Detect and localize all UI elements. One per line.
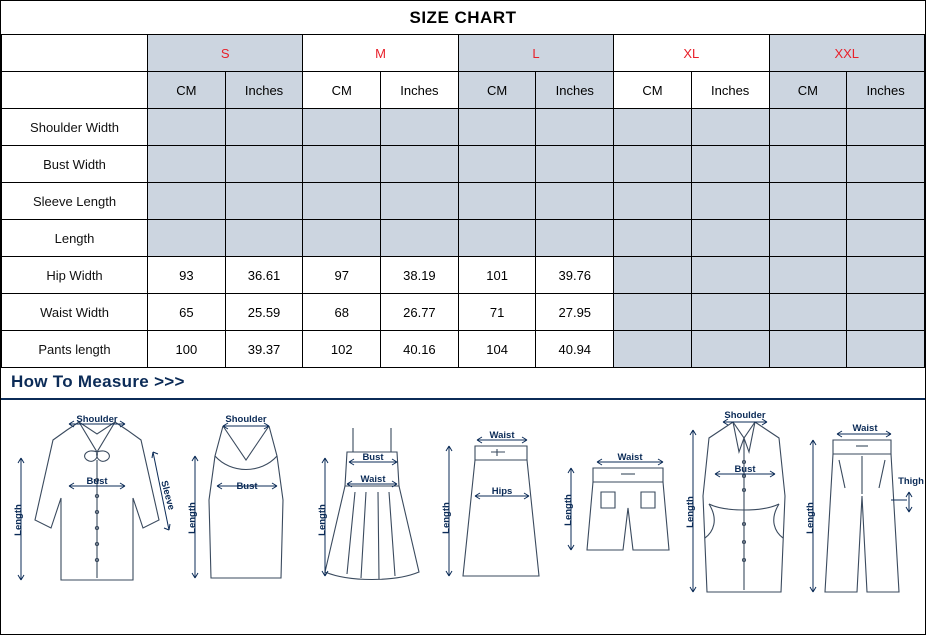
cell-l-in: [536, 220, 614, 257]
cell-s-in: [225, 183, 303, 220]
how-to-measure-bar: [1, 368, 925, 400]
svg-text:Shoulder: Shoulder: [76, 414, 118, 425]
cell-xl-in: [691, 109, 769, 146]
svg-text:Shoulder: Shoulder: [225, 414, 267, 425]
row-label-length: Length: [2, 220, 148, 257]
size-header-xl: XL: [614, 35, 769, 72]
unit-header-xxl-cm: CM: [769, 72, 847, 109]
unit-header-m-in: Inches: [381, 72, 459, 109]
cell-s-in: [225, 220, 303, 257]
cell-xl-in: [691, 294, 769, 331]
cell-s-cm: 93: [148, 257, 226, 294]
cell-s-cm: [148, 109, 226, 146]
cell-l-cm: [458, 183, 536, 220]
cell-l-cm: [458, 109, 536, 146]
cell-xl-cm: [614, 183, 692, 220]
figure-pants: [799, 400, 925, 610]
table-row: [2, 257, 925, 294]
unit-header-s-in: Inches: [225, 72, 303, 109]
cell-l-cm: [458, 146, 536, 183]
svg-text:Length: Length: [441, 502, 452, 534]
cell-l-in: 39.76: [536, 257, 614, 294]
svg-text:Thigh: Thigh: [898, 476, 924, 487]
figure-skirt: [431, 400, 561, 600]
svg-text:Length: Length: [187, 502, 198, 534]
svg-text:Length: Length: [13, 504, 24, 536]
cell-xxl-cm: [769, 109, 847, 146]
table-row: [2, 331, 925, 368]
cell-s-in: 36.61: [225, 257, 303, 294]
unit-header-l-cm: CM: [458, 72, 536, 109]
size-header-l: L: [458, 35, 613, 72]
cell-s-cm: 65: [148, 294, 226, 331]
svg-text:Waist: Waist: [852, 423, 878, 434]
how-to-measure-heading: [11, 372, 185, 392]
svg-text:Length: Length: [805, 502, 816, 534]
cell-l-in: 40.94: [536, 331, 614, 368]
unit-header-m-cm: CM: [303, 72, 381, 109]
svg-text:Length: Length: [685, 496, 696, 528]
cell-l-cm: 104: [458, 331, 536, 368]
figure-camisole: [181, 400, 311, 600]
cell-xxl-in: [847, 220, 925, 257]
size-header-m: M: [303, 35, 458, 72]
cell-l-in: [536, 109, 614, 146]
svg-text:Bust: Bust: [236, 481, 258, 492]
cell-xxl-cm: [769, 294, 847, 331]
cell-m-in: 40.16: [381, 331, 459, 368]
svg-text:Bust: Bust: [734, 464, 756, 475]
figure-blouse: [7, 400, 187, 600]
cell-xxl-cm: [769, 183, 847, 220]
row-label-waist-width: Waist Width: [2, 294, 148, 331]
unit-corner-cell: [2, 72, 148, 109]
cell-xl-cm: [614, 146, 692, 183]
cell-l-cm: 101: [458, 257, 536, 294]
cell-xxl-cm: [769, 331, 847, 368]
cell-m-cm: 102: [303, 331, 381, 368]
svg-text:Waist: Waist: [360, 474, 386, 485]
measurement-figures: [1, 400, 925, 619]
table-row: [2, 183, 925, 220]
unit-header-xxl-in: Inches: [847, 72, 925, 109]
cell-l-in: [536, 146, 614, 183]
svg-text:Waist: Waist: [617, 452, 643, 463]
cell-m-cm: [303, 183, 381, 220]
cell-xxl-in: [847, 109, 925, 146]
cell-xxl-in: [847, 146, 925, 183]
cell-xxl-cm: [769, 146, 847, 183]
cell-xxl-in: [847, 183, 925, 220]
row-label-sleeve-length: Sleeve Length: [2, 183, 148, 220]
cell-m-in: [381, 146, 459, 183]
svg-text:Length: Length: [317, 504, 328, 536]
svg-text:Shoulder: Shoulder: [724, 410, 766, 421]
cell-s-in: 39.37: [225, 331, 303, 368]
row-label-bust-width: Bust Width: [2, 146, 148, 183]
cell-l-in: 27.95: [536, 294, 614, 331]
unit-header-xl-cm: CM: [614, 72, 692, 109]
cell-m-in: 38.19: [381, 257, 459, 294]
arrows-icon: >>>: [154, 372, 185, 391]
cell-xl-cm: [614, 109, 692, 146]
cell-l-cm: [458, 220, 536, 257]
corner-cell: [2, 35, 148, 72]
cell-xl-in: [691, 146, 769, 183]
cell-xl-in: [691, 331, 769, 368]
cell-xxl-in: [847, 294, 925, 331]
cell-m-in: 26.77: [381, 294, 459, 331]
cell-s-cm: [148, 183, 226, 220]
size-chart-table: [1, 34, 925, 368]
cell-xl-in: [691, 183, 769, 220]
cell-xl-cm: [614, 294, 692, 331]
size-header-xxl: XXL: [769, 35, 925, 72]
row-label-pants-length: Pants length: [2, 331, 148, 368]
unit-header-s-cm: CM: [148, 72, 226, 109]
table-row-unit-headers: [2, 72, 925, 109]
cell-s-in: [225, 146, 303, 183]
cell-m-cm: [303, 220, 381, 257]
cell-xl-in: [691, 257, 769, 294]
cell-xl-cm: [614, 257, 692, 294]
cell-s-in: 25.59: [225, 294, 303, 331]
table-row: [2, 109, 925, 146]
row-label-shoulder-width: Shoulder Width: [2, 109, 148, 146]
table-row: [2, 294, 925, 331]
how-to-measure-label: How To Measure: [11, 372, 150, 391]
cell-s-in: [225, 109, 303, 146]
cell-m-in: [381, 109, 459, 146]
cell-s-cm: [148, 220, 226, 257]
svg-text:Length: Length: [563, 494, 574, 526]
figure-skater-dress: [309, 400, 439, 600]
unit-header-l-in: Inches: [536, 72, 614, 109]
cell-l-cm: 71: [458, 294, 536, 331]
table-row: [2, 220, 925, 257]
figure-coat: [679, 400, 809, 610]
svg-text:Bust: Bust: [362, 452, 384, 463]
table-row-size-headers: [2, 35, 925, 72]
cell-xl-in: [691, 220, 769, 257]
cell-s-cm: [148, 146, 226, 183]
cell-m-cm: [303, 146, 381, 183]
unit-header-xl-in: Inches: [691, 72, 769, 109]
cell-s-cm: 100: [148, 331, 226, 368]
svg-text:Hips: Hips: [491, 486, 513, 497]
cell-xxl-cm: [769, 257, 847, 294]
cell-m-in: [381, 220, 459, 257]
cell-m-cm: 68: [303, 294, 381, 331]
cell-m-cm: 97: [303, 257, 381, 294]
row-label-hip-width: Hip Width: [2, 257, 148, 294]
svg-text:Sleeve: Sleeve: [158, 479, 177, 512]
cell-m-cm: [303, 109, 381, 146]
table-row: [2, 146, 925, 183]
cell-xl-cm: [614, 220, 692, 257]
cell-m-in: [381, 183, 459, 220]
cell-xxl-in: [847, 257, 925, 294]
cell-xxl-cm: [769, 220, 847, 257]
size-header-s: S: [148, 35, 303, 72]
cell-xl-cm: [614, 331, 692, 368]
svg-text:Bust: Bust: [86, 476, 108, 487]
svg-text:Waist: Waist: [489, 430, 515, 441]
cell-xxl-in: [847, 331, 925, 368]
cell-l-in: [536, 183, 614, 220]
figure-shorts: [553, 400, 688, 600]
page-title: SIZE CHART: [409, 8, 517, 27]
